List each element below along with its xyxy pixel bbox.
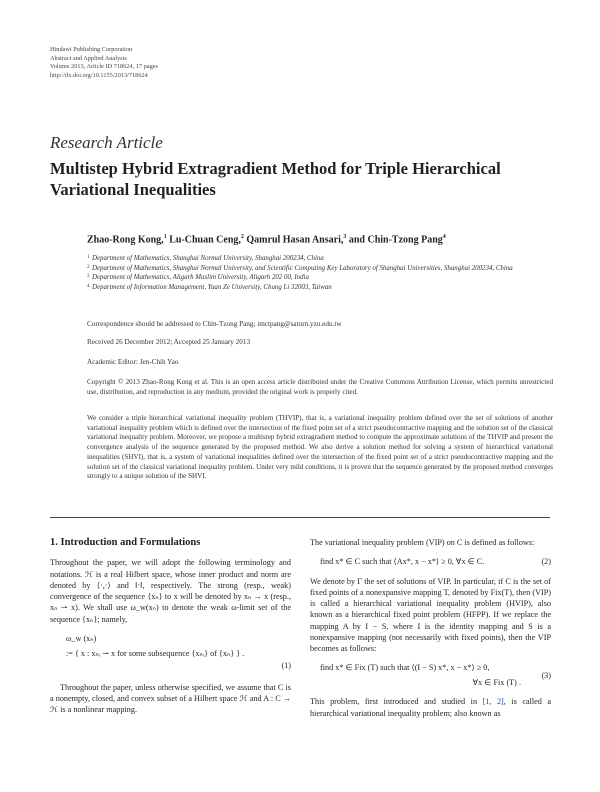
equation-2-body: find x* ∈ C such that ⟨Ax*, x − x*⟩ ≥ 0, ∀x ∈ C.: [320, 557, 485, 567]
doi-link[interactable]: http://dx.doi.org/10.1155/2013/718624: [50, 71, 148, 79]
equation-number: (1): [281, 660, 291, 670]
author-affil-marker: 4: [442, 234, 446, 240]
equation-3-line-1: find x* ∈ Fix (T) such that ⟨(I − S) x*, x − x*⟩ ≥ 0,: [320, 662, 490, 672]
equation-3-condition: ∀x ∈ Fix (T) .: [472, 677, 521, 687]
author-list: [87, 234, 557, 245]
equation-3-line-2: [310, 670, 551, 688]
equation-1-lhs: ω_w (xₙ): [66, 634, 97, 644]
equation-2: [310, 556, 551, 567]
author-name: Lu-Chuan Ceng,: [169, 234, 241, 246]
left-column: [50, 537, 291, 716]
abstract: We consider a triple hierarchical variational inequality problem (THVIP), that is, a variational inequality problem defined over the set of solutions of another variational inequality problem which is defined over the intersection of the fixed point set of a strict pseudocontractive mapping and the solution set of the classical variational inequality problem. Moreover, we propose a multistep hybrid extragradient method to compute the approximate solutions of the THVIP and present the convergence analysis of the sequence generated by the proposed method. We also derive a solution method for solving a system of hierarchical variational inequalities (SHVI), that is, a system of variational inequalities defined over the intersection of the fixed point set of a strict pseudocontractive mapping and the solution set of the classical variational inequality problem. Under very mild conditions, it is proven that the sequence generated by the proposed method converges strongly to a unique solution of the SHVI.: [87, 414, 553, 481]
equation-number: (3): [541, 670, 551, 680]
author-name: and Chin-Tzong Pang: [348, 234, 443, 246]
affiliation: [87, 254, 557, 264]
copyright-notice: Copyright © 2013 Zhao-Rong Kong et al. This is an open access article distributed under the Creative Commons Attribution License, which permits unrestricted use, distribution, and reproduction in any medium, provided the original work is properly cited.: [87, 378, 553, 396]
author-name: Qamrul Hasan Ansari,: [246, 234, 344, 246]
received-dates: Received 26 December 2012; Accepted 25 January 2013: [87, 338, 251, 346]
affiliation: [87, 283, 557, 293]
affiliation: [87, 273, 557, 283]
equation-1-body: := { x : xₙᵢ ⇀ x for some subsequence {xₙᵢ} of {xₙ} } .: [66, 649, 245, 659]
body-paragraph: The variational inequality problem (VIP) on C is defined as follows:: [310, 538, 535, 547]
academic-editor: Academic Editor: Jen-Chih Yao: [87, 358, 179, 366]
paragraph-text: , is called a hierarchical variational inequality problem; also known as: [310, 697, 552, 718]
body-paragraph: [310, 696, 551, 719]
affiliation-number: 4: [87, 283, 90, 289]
section-divider: [50, 517, 550, 518]
equation-1-rhs: [50, 648, 291, 659]
affiliation-number: 1: [87, 255, 90, 260]
equation-1-number-line: [50, 660, 291, 672]
affiliation-text: Department of Information Management, Yuan Ze University, Chung Li 32003, Taiwan: [92, 283, 332, 291]
paper-title: Multistep Hybrid Extragradient Method for Triple Hierarchical Variational Inequalities: [50, 159, 501, 199]
affiliation-number: 3: [87, 274, 90, 280]
section-title: 1. Introduction and Formulations: [50, 537, 201, 548]
affiliation-text: Department of Mathematics, Shanghai Normal University, and Scientific Computing Key Laboratory of Shanghai Universities, Shanghai 200234, China: [92, 264, 513, 272]
affiliation-text: Department of Mathematics, Shanghai Normal University, Shanghai 200234, China: [92, 255, 324, 262]
correspondence: Correspondence should be addressed to Chin-Tzong Pang; imctpang@saturn.yzu.edu.tw: [87, 320, 342, 328]
affiliation-text: Department of Mathematics, Aligarh Muslim University, Aligarh 202 00, India: [92, 274, 309, 282]
affiliations: [87, 254, 557, 292]
right-column: [310, 537, 551, 719]
article-type: Research Article: [50, 133, 163, 152]
journal-header: [50, 46, 158, 80]
author-affil-marker: 2: [240, 234, 244, 240]
journal-name: Abstract and Applied Analysis: [50, 54, 127, 62]
paragraph-text: This problem, first introduced and studied in: [310, 697, 483, 707]
citation-link[interactable]: [1, 2]: [482, 697, 504, 707]
volume-info: Volume 2013, Article ID 718624, 17 pages: [50, 63, 158, 71]
body-paragraph: We denote by Γ the set of solutions of VIP. In particular, if C is the set of fixed points of a nonexpansive mapping T, denoted by Fix(T), then (VIP) is called a hierarchical variational inequality problem (HVIP), also known as a hierarchical fixed point problem (HFPP). If we replace the mapping A by I − S, where I is the identity mapping and S is a nonexpansive mapping (not necessarily with fixed points), then the VIP becomes as follows:: [310, 576, 551, 654]
intro-paragraph: Throughout the paper, unless otherwise specified, we assume that C is a nonempty, closed, and convex subset of a Hilbert space ℋ and A : C → ℋ is a nonlinear mapping.: [50, 682, 291, 715]
author-affil-marker: 1: [163, 234, 167, 240]
equation-number: (2): [541, 557, 551, 567]
intro-paragraph: Throughout the paper, we will adopt the following terminology and notations. ℋ is a real Hilbert space, whose inner product and norm are denoted by ⟨·,·⟩ and ‖·‖, respectively. The strong (resp., weak) convergence of the sequence {xₙ} to x will be denoted by xₙ → x (resp., xₙ ⇀ x). We shall use ω_w(xₙ) to denote the weak ω-limit set of the sequence {xₙ}; namely,: [50, 558, 291, 624]
publisher: Hindawi Publishing Corporation: [50, 46, 133, 53]
affiliation: [87, 264, 557, 274]
affiliation-number: 2: [87, 264, 90, 270]
author-affil-marker: 3: [343, 234, 347, 240]
author-name: Zhao-Rong Kong,: [87, 234, 164, 246]
